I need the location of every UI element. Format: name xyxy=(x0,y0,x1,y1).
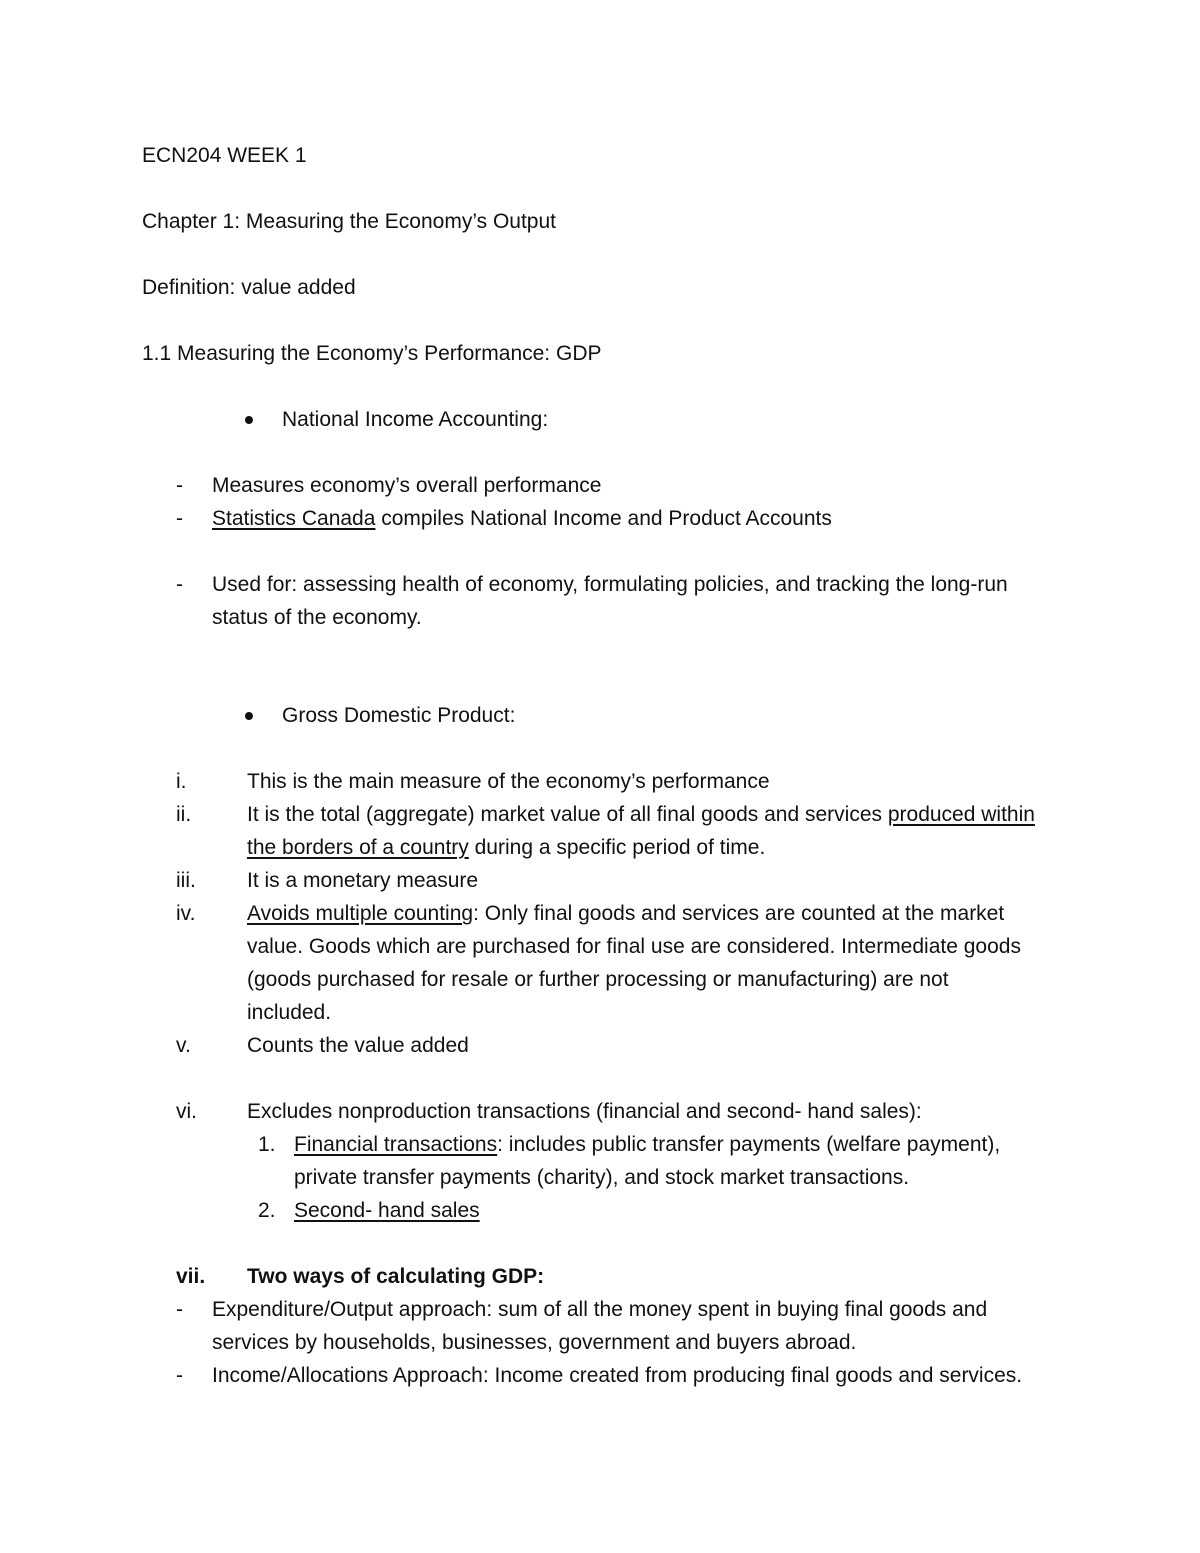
section-title: 1.1 Measuring the Economy’s Performance: GDP xyxy=(142,342,602,365)
gdp-item-iii: It is a monetary measure xyxy=(247,869,479,892)
nia-item-statcan xyxy=(212,503,832,535)
course-title: ECN204 WEEK 1 xyxy=(142,144,307,167)
income-approach: Income/Allocations Approach: Income created from producing final goods and services. xyxy=(212,1364,1023,1387)
chapter-title: Chapter 1: Measuring the Economy’s Output xyxy=(142,210,557,233)
gdp-item-iv-line2: value. Goods which are purchased for final use are considered. Intermediate goods xyxy=(247,935,1021,958)
gdp-ii-underlined-2: the borders of a country xyxy=(247,836,469,859)
gdp-item-ii-line2 xyxy=(247,832,765,864)
number-marker: 1. xyxy=(258,1133,276,1156)
nia-item-measures: Measures economy’s overall performance xyxy=(212,474,602,497)
gdp-ii-underlined: produced within xyxy=(887,803,1035,826)
nia-used-for-line1: Used for: assessing health of economy, formulating policies, and tracking the long-run xyxy=(212,573,1008,596)
bullet-icon xyxy=(245,416,253,424)
number-marker: 2. xyxy=(258,1199,276,1222)
dash-marker: - xyxy=(176,1298,183,1321)
bullet-icon xyxy=(245,712,253,720)
dash-marker: - xyxy=(176,1364,183,1387)
gdp-item-iv-line3: (goods purchased for resale or further processing or manufacturing) are not xyxy=(247,968,949,991)
dash-marker: - xyxy=(176,507,183,530)
financial-rest-text: : includes public transfer payments (welfare payment), xyxy=(497,1133,1001,1156)
second-hand-sales-text: Second- hand sales xyxy=(294,1199,480,1222)
gdp-item-vi: Excludes nonproduction transactions (financial and second- hand sales): xyxy=(247,1100,922,1123)
avoids-multiple-counting-text: Avoids multiple counting xyxy=(247,902,474,925)
gdp-iv-plain: : Only final goods and services are counted at the market xyxy=(473,902,1005,925)
financial-transactions-text: Financial transactions xyxy=(294,1133,498,1156)
roman-marker: v. xyxy=(176,1034,191,1057)
gdp-ii-plain: It is the total (aggregate) market value of all final goods and services xyxy=(247,803,888,826)
gdp-item-ii-line1 xyxy=(247,799,1035,831)
gdp-item-i: This is the main measure of the economy’s performance xyxy=(247,770,770,793)
gdp-item-vii: Two ways of calculating GDP: xyxy=(247,1265,545,1288)
expenditure-approach-line2: services by households, businesses, government and buyers abroad. xyxy=(212,1331,857,1354)
sub-item-financial-line2: private transfer payments (charity), and stock market transactions. xyxy=(294,1166,910,1189)
expenditure-approach-line1: Expenditure/Output approach: sum of all the money spent in buying final goods and xyxy=(212,1298,988,1321)
sub-item-financial-line1 xyxy=(294,1129,1000,1161)
gdp-item-iv-line1 xyxy=(247,898,1004,930)
roman-marker: i. xyxy=(176,770,187,793)
roman-marker: vii. xyxy=(176,1265,206,1288)
nia-title: National Income Accounting: xyxy=(282,408,549,431)
roman-marker: vi. xyxy=(176,1100,197,1123)
nia-used-for-line2: status of the economy. xyxy=(212,606,422,629)
gdp-title: Gross Domestic Product: xyxy=(282,704,516,727)
dash-marker: - xyxy=(176,573,183,596)
gdp-item-v: Counts the value added xyxy=(247,1034,469,1057)
roman-marker: iv. xyxy=(176,902,196,925)
dash-marker: - xyxy=(176,474,183,497)
roman-marker: ii. xyxy=(176,803,192,826)
gdp-item-iv-line4: included. xyxy=(247,1001,332,1024)
roman-marker: iii. xyxy=(176,869,196,892)
gdp-ii-plain-2: during a specific period of time. xyxy=(468,836,766,859)
statcan-rest-text: compiles National Income and Product Accounts xyxy=(375,507,832,530)
statistics-canada-text: Statistics Canada xyxy=(212,507,376,530)
definition-line: Definition: value added xyxy=(142,276,356,299)
sub-item-second-hand xyxy=(294,1195,480,1227)
